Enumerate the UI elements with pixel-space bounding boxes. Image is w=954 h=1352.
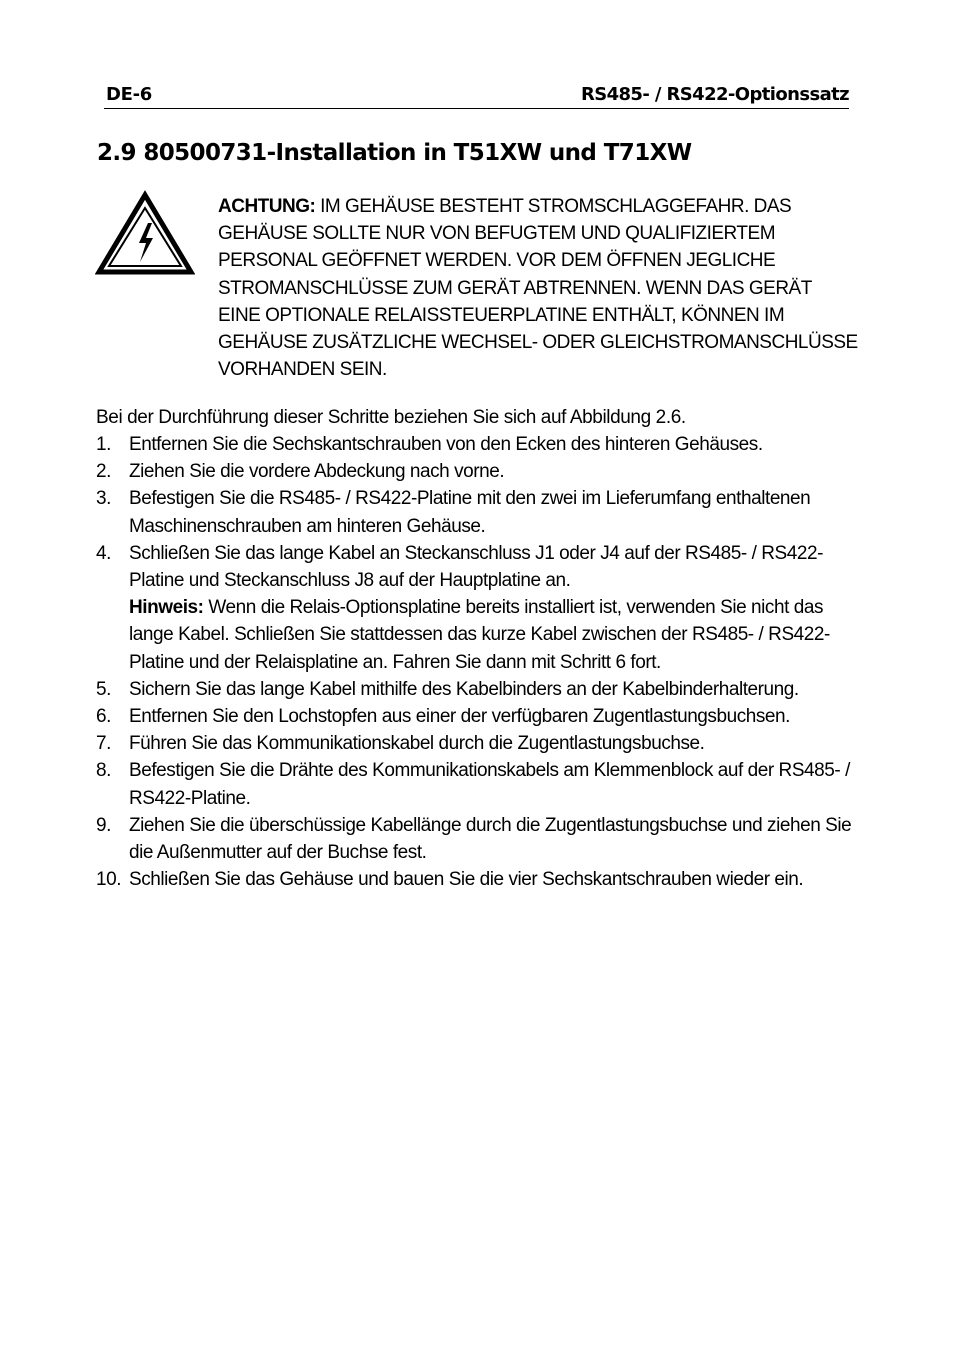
step-item — [96, 757, 858, 811]
intro-text: Bei der Durchführung dieser Schritte beziehen Sie sich auf Abbildung 2.6. — [96, 407, 686, 428]
installation-steps — [96, 431, 858, 893]
step-item — [96, 866, 858, 893]
section-title: 2.9 80500731-Installation in T51XW und T71XW — [97, 140, 692, 166]
step-text: Entfernen Sie den Lochstopfen aus einer der verfügbaren Zugentlastungsbuchsen. — [129, 706, 790, 728]
step-text: Ziehen Sie die überschüssige Kabellänge durch die Zugentlastungsbuchse und ziehen Sie die Außenmutter auf der Buchse fest. — [129, 814, 852, 864]
step-item — [96, 730, 858, 757]
step-number: 3. — [96, 488, 111, 510]
step-text: Sichern Sie das lange Kabel mithilfe des Kabelbinders an der Kabelbinderhalterung. — [129, 678, 799, 700]
step-text: Schließen Sie das Gehäuse und bauen Sie die vier Sechskantschrauben wieder ein. — [129, 869, 804, 891]
step-note — [129, 594, 858, 676]
electric-shock-warning-icon — [95, 190, 195, 276]
page-header — [104, 84, 849, 109]
document-title: RS485- / RS422-Optionssatz — [580, 84, 849, 105]
note-text: Wenn die Relais-Optionsplatine bereits installiert ist, verwenden Sie nicht das lange Kabel. Schließen Sie stattdessen das kurze Kabel zwischen der RS485- / RS422-Platine und der Relaisplatine an. Fahren Sie dann mit Schritt 6 fort. — [129, 597, 830, 673]
step-text: Befestigen Sie die RS485- / RS422-Platine mit den zwei im Lieferumfang enthaltenen Maschinenschrauben am hinteren Gehäuse. — [129, 488, 811, 537]
step-number: 7. — [96, 733, 111, 755]
step-item — [96, 676, 858, 703]
warning-text: IM GEHÄUSE BESTEHT STROMSCHLAGGEFAHR. DAS GEHÄUSE SOLLTE NUR VON BEFUGTEM UND QUALIFIZIERTEM PERSONAL GEÖFFNET WERDEN. VOR DEM ÖFFNEN JEGLICHE STROMANSCHLÜSSE ZUM GERÄT ABTRENNEN. WENN DAS GERÄT EINE OPTIONALE RELAISSTEUERPLATINE ENTHÄLT, KÖNNEN IM GEHÄUSE ZUSÄTZLICHE WECHSEL- ODER GLEICHSTROMANSCHLÜSSE VORHANDEN SEIN. — [218, 196, 858, 381]
step-text: Ziehen Sie die vordere Abdeckung nach vorne. — [129, 461, 505, 483]
step-number: 1. — [96, 434, 111, 455]
note-label: Hinweis: — [129, 597, 204, 619]
step-item — [96, 703, 858, 730]
step-text: Führen Sie das Kommunikationskabel durch die Zugentlastungsbuchse. — [129, 733, 705, 755]
step-number: 2. — [96, 461, 111, 483]
warning-notice — [218, 193, 858, 383]
step-item — [96, 485, 858, 539]
step-text: Schließen Sie das lange Kabel an Steckanschluss J1 oder J4 auf der RS485- / RS422-Platine und Steckanschluss J8 auf der Hauptplatine an. — [129, 542, 823, 592]
step-number: 5. — [96, 678, 111, 700]
step-number: 8. — [96, 760, 111, 782]
step-number: 10. — [96, 869, 122, 891]
step-item — [96, 812, 858, 866]
warning-label: ACHTUNG: — [218, 196, 316, 217]
step-item — [96, 540, 858, 676]
step-item — [96, 431, 858, 458]
step-number: 4. — [96, 542, 111, 564]
page-number: DE-6 — [106, 84, 153, 105]
step-text: Befestigen Sie die Drähte des Kommunikationskabels am Klemmenblock auf der RS485- / RS422-Platine. — [129, 760, 850, 809]
step-number: 6. — [96, 706, 111, 728]
step-text: Entfernen Sie die Sechskantschrauben von den Ecken des hinteren Gehäuses. — [129, 434, 763, 455]
step-item — [96, 458, 858, 485]
step-number: 9. — [96, 814, 111, 836]
